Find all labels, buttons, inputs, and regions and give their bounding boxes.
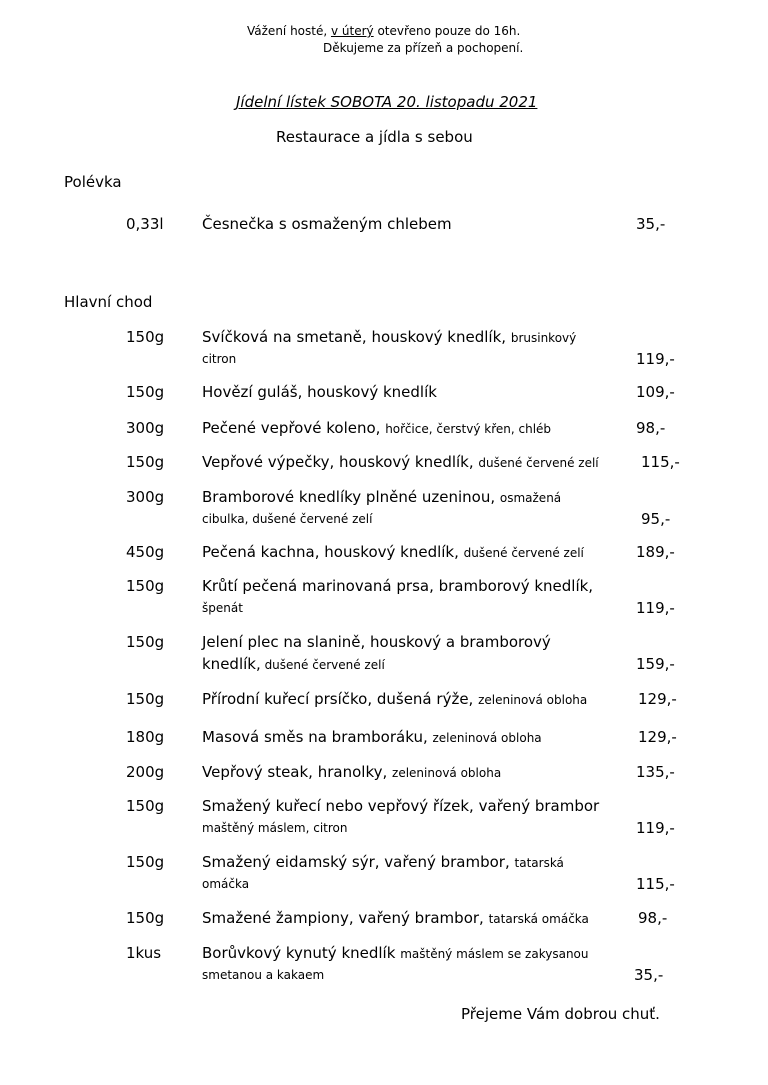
item-quantity: 150g [126, 577, 165, 595]
item-quantity: 150g [126, 383, 165, 401]
notice-text-end: otevřeno pouze do 16h. [373, 24, 521, 38]
item-name: Svíčková na smetaně, houskový knedlík, [202, 328, 507, 346]
item-quantity: 1kus [126, 944, 162, 962]
item-side-dish: brusinkový [510, 331, 577, 345]
item-name-line [202, 690, 587, 708]
menu-subtitle: Restaurace a jídla s sebou [276, 128, 473, 146]
item-side-dish: tatarská omáčka [488, 912, 589, 926]
item-side-dish: zeleninová obloha [392, 766, 502, 780]
item-side-dish-continued: maštěný máslem, citron [202, 821, 348, 835]
item-side-dish: maštěný máslem se zakysanou [400, 947, 589, 961]
item-name: Pečené vepřové koleno, [202, 419, 381, 437]
item-side-dish: tatarská [514, 856, 564, 870]
item-name: Vepřový steak, hranolky, [202, 763, 388, 781]
item-price: 98,- [638, 909, 668, 927]
item-price: 129,- [638, 690, 677, 708]
item-name: Bramborové knedlíky plněné uzeninou, [202, 488, 496, 506]
item-quantity: 150g [126, 690, 165, 708]
item-name: Masová směs na bramboráku, [202, 728, 428, 746]
item-side-dish: hořčice, čerstvý křen, chléb [385, 422, 552, 436]
item-price: 129,- [638, 728, 677, 746]
item-price: 35,- [634, 966, 664, 984]
item-quantity: 450g [126, 543, 165, 561]
item-side-dish: zeleninová obloha [432, 731, 542, 745]
item-name-line [202, 488, 561, 506]
item-name-line [202, 543, 584, 561]
item-name: Smažené žampiony, vařený brambor, [202, 909, 484, 927]
item-name-line [202, 383, 437, 401]
item-name: Pečená kachna, houskový knedlík, [202, 543, 459, 561]
item-description-line-2 [202, 821, 348, 835]
item-price: 95,- [641, 510, 671, 528]
item-name: Hovězí guláš, houskový knedlík [202, 383, 437, 401]
item-name-line [202, 419, 551, 437]
item-name-line [202, 763, 501, 781]
item-quantity: 150g [126, 797, 165, 815]
item-price: 119,- [636, 350, 675, 368]
item-name: Smažený eidamský sýr, vařený brambor, [202, 853, 510, 871]
notice-line-1 [247, 24, 520, 38]
section-heading-main: Hlavní chod [64, 293, 153, 311]
item-price: 119,- [636, 599, 675, 617]
item-price: 189,- [636, 543, 675, 561]
item-name: Přírodní kuřecí prsíčko, dušená rýže, [202, 690, 474, 708]
item-name-line [202, 797, 599, 815]
section-heading-soup: Polévka [64, 173, 122, 191]
item-side-dish-continued: cibulka, dušené červené zelí [202, 512, 373, 526]
item-quantity: 300g [126, 488, 165, 506]
item-name: Jelení plec na slanině, houskový a bramborový [202, 633, 551, 651]
menu-title: Jídelní lístek SOBOTA 20. listopadu 2021 [236, 93, 538, 111]
item-name: Smažený kuřecí nebo vepřový řízek, vařený brambor [202, 797, 600, 815]
item-name: Krůtí pečená marinovaná prsa, bramborový knedlík, [202, 577, 594, 595]
notice-text: Vážení hosté, [247, 24, 331, 38]
item-side-dish-continued: špenát [202, 601, 243, 615]
item-price: 115,- [636, 875, 675, 893]
item-price: 159,- [636, 655, 675, 673]
item-side-dish: dušené červené zelí [463, 546, 584, 560]
item-price: 109,- [636, 383, 675, 401]
item-name-line [202, 633, 551, 651]
item-side-dish: zeleninová obloha [478, 693, 588, 707]
item-name-continued: knedlík, [202, 655, 261, 673]
item-quantity: 200g [126, 763, 165, 781]
item-name: Borůvkový kynutý knedlík [202, 944, 396, 962]
notice-day: v úterý [330, 24, 374, 38]
item-quantity: 180g [126, 728, 165, 746]
item-quantity: 0,33l [126, 215, 164, 233]
item-quantity: 150g [126, 453, 165, 471]
item-description-line-2 [202, 352, 236, 366]
item-side-dish: osmažená [499, 491, 562, 505]
item-price: 98,- [636, 419, 666, 437]
item-quantity: 150g [126, 853, 165, 871]
item-description-line-2 [202, 601, 243, 615]
closing-message: Přejeme Vám dobrou chuť. [461, 1005, 660, 1023]
item-side-dish: dušené červené zelí [478, 456, 599, 470]
item-price: 115,- [641, 453, 680, 471]
item-description-line-2 [202, 968, 324, 982]
item-price: 35,- [636, 215, 666, 233]
item-side-dish-continued: citron [202, 352, 237, 366]
item-name: Vepřové výpečky, houskový knedlík, [202, 453, 474, 471]
item-quantity: 150g [126, 909, 165, 927]
item-quantity: 150g [126, 328, 165, 346]
item-side-dish-continued: smetanou a kakaem [202, 968, 325, 982]
item-quantity: 300g [126, 419, 165, 437]
item-name-line [202, 909, 589, 927]
item-description-line-2 [202, 512, 372, 526]
item-name-line [202, 944, 589, 962]
item-description-line-2 [202, 877, 249, 891]
item-name-line [202, 853, 564, 871]
notice-line-2: Děkujeme za přízeň a pochopení. [323, 41, 524, 55]
item-name-line [202, 453, 599, 471]
item-price: 135,- [636, 763, 675, 781]
item-side-dish-continued: omáčka [202, 877, 250, 891]
item-name: Česnečka s osmaženým chlebem [202, 215, 452, 233]
item-name-line [202, 577, 593, 595]
item-name-line [202, 328, 576, 346]
item-price: 119,- [636, 819, 675, 837]
item-quantity: 150g [126, 633, 165, 651]
item-side-dish-continued: dušené červené zelí [264, 658, 385, 672]
item-name-line [202, 728, 542, 746]
item-description-line-2 [202, 655, 385, 673]
